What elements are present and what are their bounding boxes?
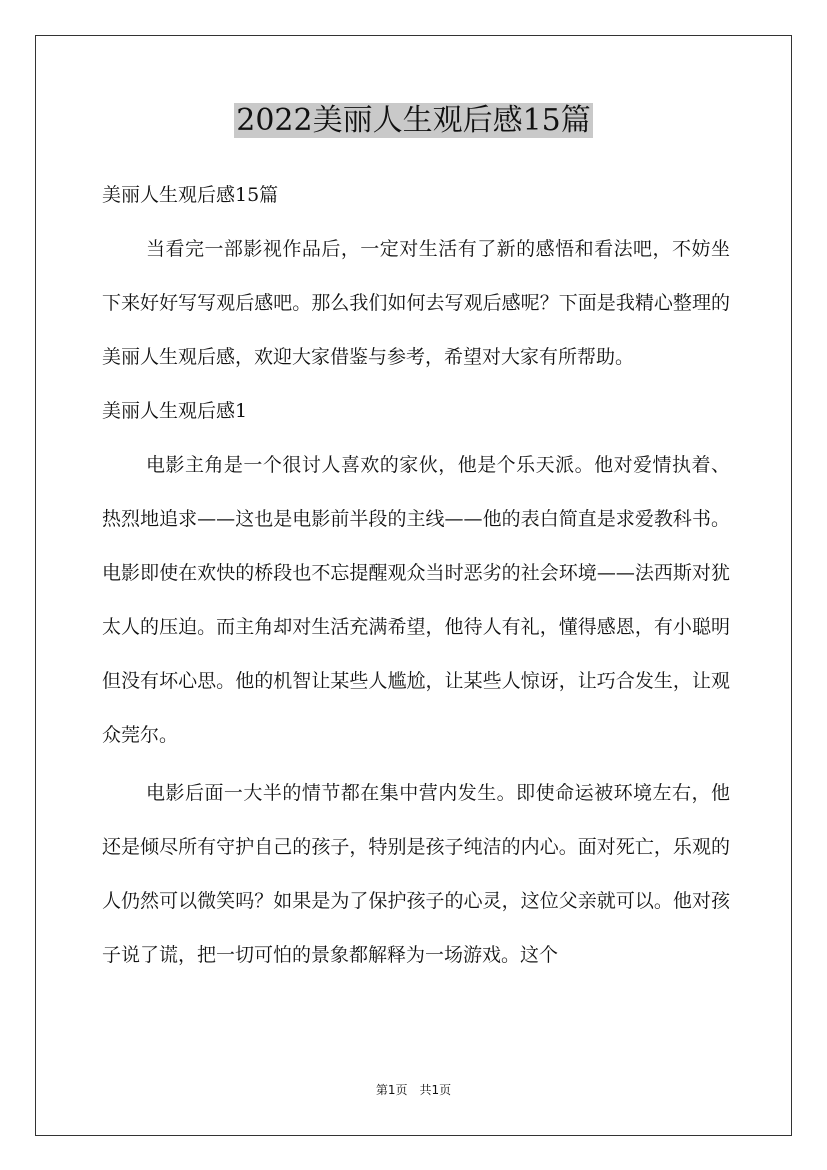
page-footer: [0, 1082, 827, 1098]
intro-paragraph: 当看完一部影视作品后，一定对生活有了新的感悟和看法吧，不妨坐下来好好写写观后感吧。那么我们如何去写观后感呢？下面是我精心整理的美丽人生观后感，欢迎大家借鉴与参考，希望对大家有所帮助。: [102, 238, 730, 368]
document-title: [0, 100, 827, 142]
section-heading: 美丽人生观后感1: [102, 400, 248, 422]
document-body: [102, 168, 730, 982]
body-paragraph-1: 电影主角是一个很讨人喜欢的家伙，他是个乐天派。他对爱情执着、热烈地追求——这也是电影前半段的主线——他的表白简直是求爱教科书。电影即使在欢快的桥段也不忘提醒观众当时恶劣的社会环境——法西斯对犹太人的压迫。而主角却对生活充满希望，他待人有礼，懂得感恩，有小聪明但没有坏心思。他的机智让某些人尴尬，让某些人惊讶，让巧合发生，让观众莞尔。: [102, 454, 730, 746]
intro-heading: 美丽人生观后感15篇: [102, 184, 279, 206]
body-paragraph-2: 电影后面一大半的情节都在集中营内发生。即使命运被环境左右，他还是倾尽所有守护自己的孩子，特别是孩子纯洁的内心。面对死亡，乐观的人仍然可以微笑吗？如果是为了保护孩子的心灵，这位父亲就可以。他对孩子说了谎，把一切可怕的景象都解释为一场游戏。这个: [102, 782, 730, 966]
document-title-text: 2022美丽人生观后感15篇: [236, 103, 591, 138]
page-number: 第1页 共1页: [375, 1083, 452, 1097]
